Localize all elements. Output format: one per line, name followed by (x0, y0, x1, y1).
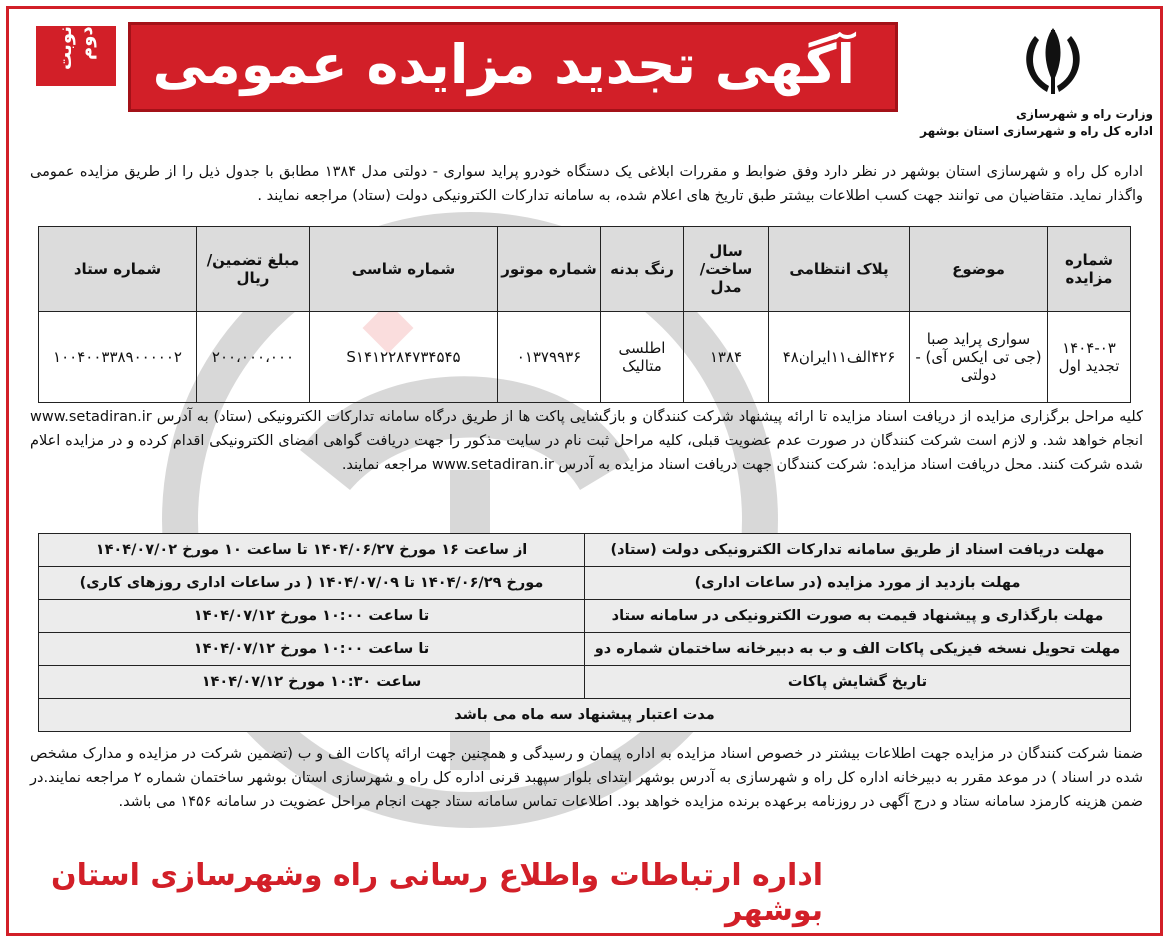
column-header: سال ساخت/ مدل (684, 227, 769, 312)
ministry-name: وزارت راه و شهرسازی (1016, 107, 1153, 121)
table-cell: ۱۴۰۴-۰۳ تجدید اول (1048, 312, 1131, 403)
schedule-row (39, 699, 1131, 732)
schedule-label: مهلت تحویل نسخه فیزیکی پاکات الف و ب به دبیرخانه ساختمان شماره دو (585, 633, 1131, 666)
table-cell: ۱۰۰۴۰۰۳۳۸۹۰۰۰۰۰۲ (39, 312, 197, 403)
column-header: موضوع (910, 227, 1048, 312)
ministry-block (920, 106, 1153, 140)
table-cell: ۰۱۳۷۹۹۳۶ (498, 312, 601, 403)
schedule-label: مهلت دریافت اسناد از طریق سامانه تدارکات الکترونیکی دولت (ستاد) (585, 534, 1131, 567)
schedule-row (39, 600, 1131, 633)
column-header: رنگ بدنه (601, 227, 684, 312)
column-header: شماره موتور (498, 227, 601, 312)
schedule-label: تاریخ گشایش پاکات (585, 666, 1131, 699)
schedule-row (39, 666, 1131, 699)
column-header: شماره مزایده (1048, 227, 1131, 312)
table-cell: اطلسی متالیک (601, 312, 684, 403)
signature-line: اداره ارتباطات واطلاع رسانی راه وشهرسازی استان بوشهر (50, 858, 823, 928)
column-header: پلاک انتظامی (769, 227, 910, 312)
page-title: آگهی تجدید مزایده عمومی (152, 33, 855, 96)
table-row (39, 312, 1131, 403)
column-header: مبلغ تضمین/ ریال (197, 227, 310, 312)
table-cell: ۱۳۸۴ (684, 312, 769, 403)
schedule-label: مهلت بارگذاری و پیشنهاد قیمت به صورت الکترونیکی در سامانه ستاد (585, 600, 1131, 633)
intro-paragraph: اداره کل راه و شهرسازی استان بوشهر در نظر دارد وفق ضوابط و مقررات ابلاغی یک دستگاه خودرو پراید سواری - دولتی مدل ۱۳۸۴ مطابق با جدول ذیل را از طریق مزایده عمومی واگذار نماید. متقاضیان می توانند جهت کسب اطلاعات بیشتر طبق تاریخ های اعلام شده، به سامانه تدارکات الکترونیکی دولت (ستاد) مراجعه نمایند . (30, 164, 1143, 204)
schedule-value: تا ساعت ۱۰:۰۰ مورخ ۱۴۰۴/۰۷/۱۲ (39, 633, 585, 666)
schedule-row (39, 633, 1131, 666)
schedule-label: مهلت بازدید از مورد مزایده (در ساعات اداری) (585, 567, 1131, 600)
column-header: شماره شاسی (310, 227, 498, 312)
schedule-row (39, 567, 1131, 600)
validity-note: مدت اعتبار پیشنهاد سه ماه می باشد (39, 699, 1131, 732)
round-badge: نوبت دوم (36, 26, 116, 86)
schedule-value: ساعت ۱۰:۳۰ مورخ ۱۴۰۴/۰۷/۱۲ (39, 666, 585, 699)
title-banner (128, 22, 898, 112)
table-cell: ۲۰۰،۰۰۰،۰۰۰ (197, 312, 310, 403)
schedule-value: تا ساعت ۱۰:۰۰ مورخ ۱۴۰۴/۰۷/۱۲ (39, 600, 585, 633)
schedule-table (38, 533, 1131, 732)
schedule-value: از ساعت ۱۶ مورخ ۱۴۰۴/۰۶/۲۷ تا ساعت ۱۰ مورخ ۱۴۰۴/۰۷/۰۲ (39, 534, 585, 567)
column-header: شماره ستاد (39, 227, 197, 312)
schedule-row (39, 534, 1131, 567)
schedule-value: مورخ ۱۴۰۴/۰۶/۲۹ تا ۱۴۰۴/۰۷/۰۹ ( در ساعات اداری روزهای کاری) (39, 567, 585, 600)
table-cell: S۱۴۱۲۲۸۴۷۳۴۵۴۵ (310, 312, 498, 403)
table-cell: ۴۲۶الف۱۱ایران۴۸ (769, 312, 910, 403)
table-cell: سواری پراید صبا (جی تی ایکس آی) - دولتی (910, 312, 1048, 403)
table-header-row (39, 227, 1131, 312)
iran-emblem-icon (1013, 22, 1093, 102)
auction-table (38, 226, 1131, 403)
department-name: اداره کل راه و شهرسازی استان بوشهر (920, 124, 1153, 138)
procedure-paragraph: کلیه مراحل برگزاری مزایده از دریافت اسناد مزایده تا ارائه پیشنهاد شرکت کنندگان و بازگشایی پاکت ها از طریق درگاه سامانه تدارکات الکترونیکی (ستاد) به آدرس www.setadiran.ir انجام خواهد شد. و لازم است شرکت کنندگان در صورت عدم عضویت قبلی، کلیه مراحل ثبت نام در سایت مذکور را جهت دریافت گواهی امضای الکترونیکی اقدام کرده و در مزایده اعلام شده شرکت کنند. محل دریافت اسناد مزایده: شرکت کنندگان جهت دریافت اسناد مزایده به آدرس www.setadiran.ir مراجعه نمایند. (30, 409, 1143, 473)
footer-paragraph: ضمنا شرکت کنندگان در مزایده جهت اطلاعات بیشتر در خصوص اسناد مزایده به اداره پیمان و رسیدگی و همچنین جهت ارائه پاکات الف و ب (تضمین شرکت در مزایده و مدارک مشخص شده در اسناد ) در موعد مقرر به دبیرخانه اداره کل راه و شهرسازی به آدرس بوشهر ابتدای بلوار سپهبد قرنی اداره کل راه و شهرسازی استان بوشهر ساختمان شماره ۲ مراجعه نمایند.در ضمن هزینه کارمزد سامانه ستاد و درج آگهی در روزنامه برعهده برنده مزایده خواهد بود. اطلاعات تماس سامانه ستاد جهت انجام مراحل عضویت در سامانه ۱۴۵۶ می باشد. (30, 746, 1143, 810)
